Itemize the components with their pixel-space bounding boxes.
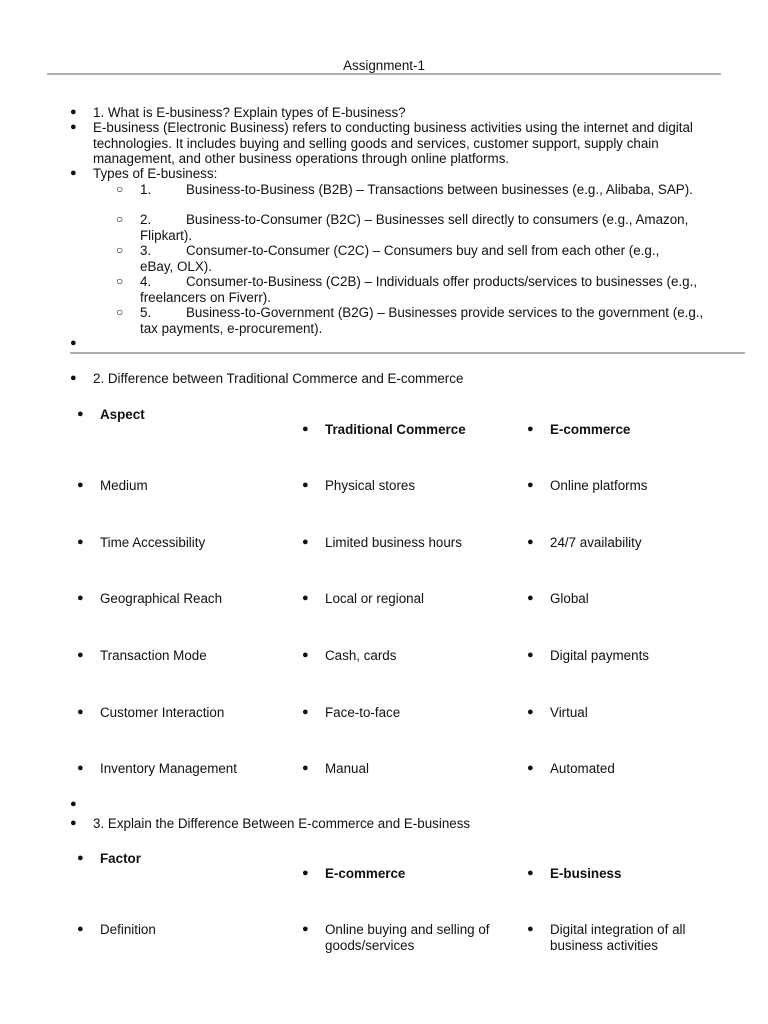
table-cell: Physical stores	[325, 478, 416, 493]
table-cell: Face-to-face	[325, 705, 401, 720]
type-text: Business-to-Business (B2B) – Transactions between businesses (e.g., Alibaba, SAP).	[186, 182, 693, 197]
q1-types-intro: Types of E-business:	[93, 166, 218, 181]
table-header-cell: E-business	[550, 866, 622, 881]
table-cell: Cash, cards	[325, 648, 397, 663]
table-cell: Local or regional	[325, 591, 425, 606]
type-text: Consumer-to-Consumer (C2C) – Consumers buy and sell from each other (e.g., eBay, OLX).	[140, 243, 660, 274]
type-text: Business-to-Government (B2G) – Businesses provide services to the government (e.g., tax payments, e-procurement).	[140, 305, 704, 336]
bullet-glyph: ●	[302, 923, 309, 935]
type-number: 5.	[140, 305, 152, 320]
q3-question: 3. Explain the Difference Between E-commerce and E-business	[93, 816, 471, 831]
type-number: 1.	[140, 182, 152, 197]
table-cell: Virtual	[550, 705, 588, 720]
bullet-glyph: ●	[70, 337, 77, 349]
table-header-cell: Traditional Commerce	[325, 422, 466, 437]
bullet-glyph: ●	[302, 423, 309, 435]
q1-definition: E-business (Electronic Business) refers to conducting business activities using the internet and digital technologies. It includes buying and selling goods and services, customer support, supply chain management, and other business operations through online platforms.	[93, 120, 693, 166]
table-cell: Medium	[100, 478, 148, 493]
table-header-cell: E-commerce	[325, 866, 406, 881]
q2-question: 2. Difference between Traditional Commerce and E-commerce	[93, 371, 464, 386]
table-cell: Online platforms	[550, 478, 648, 493]
table-cell: Geographical Reach	[100, 591, 223, 606]
circle-glyph: ○	[116, 274, 124, 288]
type-number: 2.	[140, 212, 152, 227]
bullet-glyph: ●	[77, 762, 84, 774]
type-text: Consumer-to-Business (C2B) – Individuals offer products/services to businesses (e.g., freelancers on Fiverr).	[140, 274, 698, 305]
bullet-glyph: ●	[70, 106, 77, 118]
bullet-glyph: ●	[70, 817, 77, 829]
table-cell: Definition	[100, 922, 156, 937]
table-cell: Transaction Mode	[100, 648, 207, 663]
circle-glyph: ○	[116, 243, 124, 257]
table-header-cell: Aspect	[100, 407, 145, 422]
bullet-glyph: ●	[527, 423, 534, 435]
bullet-glyph: ●	[77, 706, 84, 718]
circle-glyph: ○	[116, 182, 124, 196]
circle-glyph: ○	[116, 212, 124, 226]
type-item	[140, 182, 725, 198]
type-item	[140, 274, 705, 305]
bullet-glyph: ●	[70, 121, 77, 133]
bullet-glyph: ●	[70, 798, 77, 810]
bullet-glyph: ●	[527, 923, 534, 935]
bullet-glyph: ●	[77, 592, 84, 604]
type-number: 4.	[140, 274, 152, 289]
bullet-glyph: ●	[527, 649, 534, 661]
table-cell: Digital integration of all business activities	[550, 922, 686, 953]
table-header-cell: E-commerce	[550, 422, 631, 437]
bullet-glyph: ●	[77, 408, 84, 420]
bullet-glyph: ●	[302, 479, 309, 491]
bullet-glyph: ●	[77, 923, 84, 935]
bullet-glyph: ●	[77, 479, 84, 491]
table-cell: 24/7 availability	[550, 535, 642, 550]
bullet-glyph: ●	[527, 536, 534, 548]
table-header-cell: Factor	[100, 851, 141, 866]
bullet-glyph: ●	[77, 649, 84, 661]
bullet-glyph: ●	[302, 649, 309, 661]
table-cell: Online buying and selling of goods/services	[325, 922, 490, 953]
table-cell: Time Accessibility	[100, 535, 206, 550]
bullet-glyph: ●	[70, 372, 77, 384]
section-rule	[70, 352, 745, 354]
table-cell: Customer Interaction	[100, 705, 225, 720]
bullet-glyph: ●	[302, 536, 309, 548]
q1-question: 1. What is E-business? Explain types of E-business?	[93, 105, 406, 120]
table-cell: Digital payments	[550, 648, 649, 663]
table-cell: Limited business hours	[325, 535, 462, 550]
bullet-glyph: ●	[527, 762, 534, 774]
bullet-glyph: ●	[527, 479, 534, 491]
bullet-glyph: ●	[302, 762, 309, 774]
table-cell: Automated	[550, 761, 615, 776]
bullet-glyph: ●	[70, 167, 77, 179]
type-item	[140, 305, 710, 336]
type-item	[140, 243, 695, 274]
header-rule	[47, 73, 721, 75]
type-number: 3.	[140, 243, 152, 258]
bullet-glyph: ●	[302, 592, 309, 604]
bullet-glyph: ●	[77, 536, 84, 548]
table-cell: Inventory Management	[100, 761, 237, 776]
table-cell: Manual	[325, 761, 369, 776]
bullet-glyph: ●	[527, 592, 534, 604]
type-item	[140, 212, 725, 243]
table-cell: Global	[550, 591, 589, 606]
circle-glyph: ○	[116, 305, 124, 319]
type-text: Business-to-Consumer (B2C) – Businesses sell directly to consumers (e.g., Amazon, Flipkart).	[140, 212, 689, 243]
bullet-glyph: ●	[527, 706, 534, 718]
bullet-glyph: ●	[77, 852, 84, 864]
bullet-glyph: ●	[302, 706, 309, 718]
bullet-glyph: ●	[302, 867, 309, 879]
page-title: Assignment-1	[343, 58, 425, 73]
bullet-glyph: ●	[527, 867, 534, 879]
